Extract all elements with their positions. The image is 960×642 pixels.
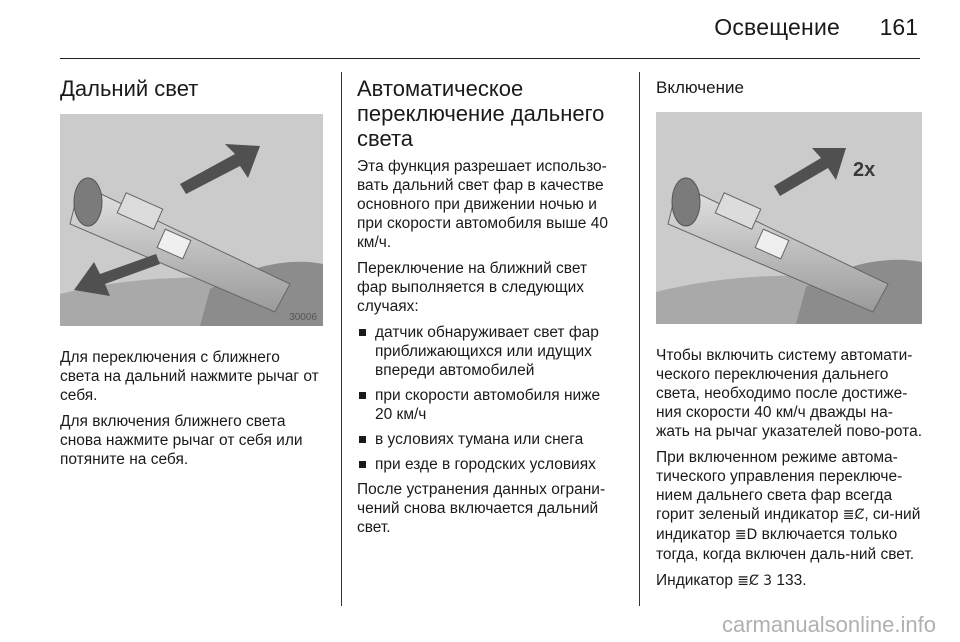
section-title-auto-high-beam: Автоматическое переключение дальнего света: [357, 76, 605, 151]
list-item: датчик обнаруживает свет фар приближающихся или идущих впереди автомобилей: [357, 323, 621, 380]
paragraph: Индикатор ≣Ȼ 3 133.: [656, 572, 807, 589]
paragraph: Для переключения с ближнего света на дальний нажмите рычаг от себя.: [60, 349, 319, 404]
bullet-icon: [359, 461, 366, 468]
bullet-icon: [359, 392, 366, 399]
header-rule: [60, 58, 920, 59]
column-activation: [656, 70, 922, 598]
column-divider-2: [639, 72, 640, 606]
figure-lever-double-push: [656, 112, 922, 324]
column-high-beam: [60, 70, 323, 476]
list-item: при езде в городских условиях: [357, 455, 621, 474]
page-reference-icon[interactable]: 3: [763, 573, 773, 589]
condition-list: [357, 323, 621, 474]
paragraph: Для включения ближнего света снова нажмите рычаг от себя или потяните на себя.: [60, 413, 303, 468]
section-title-high-beam: Дальний свет: [60, 76, 199, 101]
column-divider-1: [341, 72, 342, 606]
paragraph: При включенном режиме автома-тического управления переключе-нием дальнего света фар всегда горит зеленый индикатор ≣Ȼ, си-ний индикатор ≣D включается только тогда, когда включен даль-ний свет.: [656, 449, 921, 563]
lever-illustration: [656, 112, 922, 324]
watermark: carmanualsonline.info: [721, 612, 936, 637]
auto-high-beam-indicator-icon: ≣Ȼ: [737, 573, 759, 589]
press-count-label: 2x: [853, 159, 876, 181]
page-header-title: Освещение: [714, 14, 840, 40]
bullet-icon: [359, 329, 366, 336]
page-reference-link[interactable]: 133.: [776, 572, 807, 589]
auto-high-beam-indicator-icon: ≣Ȼ: [842, 507, 865, 523]
paragraph: Чтобы включить систему автомати-ческого переключения дальнего света, необходимо после достиже-ния скорости 40 км/ч дважды на-жать на рычаг указателей пово-рота.: [656, 347, 923, 440]
lever-illustration: [60, 114, 323, 326]
bullet-icon: [359, 436, 366, 443]
paragraph: Эта функция разрешает использо-вать дальний свет фар в качестве основного при движении ночью и при скорости автомобиля выше 40 км/ч.: [357, 158, 608, 251]
paragraph: Переключение на ближний свет фар выполняется в следующих случаях:: [357, 260, 588, 315]
column-auto-high-beam: [357, 70, 621, 544]
high-beam-indicator-icon: ≣D: [734, 527, 758, 543]
figure-code: 30006: [289, 312, 317, 323]
section-title-activation: Включение: [656, 78, 744, 97]
paragraph: После устранения данных ограни-чений снова включается дальний свет.: [357, 481, 606, 536]
figure-lever-push-pull: [60, 114, 323, 326]
list-item: при скорости автомобиля ниже 20 км/ч: [357, 386, 621, 424]
list-item: в условиях тумана или снега: [357, 430, 621, 449]
page-number: 161: [879, 14, 918, 40]
